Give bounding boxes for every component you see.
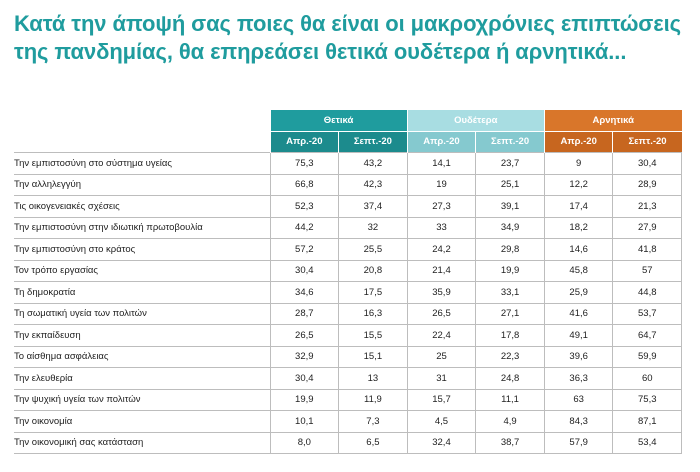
table-row	[14, 196, 682, 218]
subheader-negative-sep: Σεπτ.-20	[613, 131, 682, 153]
subheader-negative-apr: Απρ.-20	[544, 131, 613, 153]
value-cell: 21,4	[407, 260, 476, 282]
value-cell: 66,8	[270, 174, 339, 196]
value-cell: 12,2	[544, 174, 613, 196]
value-cell: 22,3	[476, 346, 545, 368]
value-cell: 42,3	[339, 174, 408, 196]
value-cell: 38,7	[476, 432, 545, 454]
value-cell: 37,4	[339, 196, 408, 218]
value-cell: 45,8	[544, 260, 613, 282]
row-label: Την εκπαίδευση	[14, 325, 270, 347]
row-label: Τις οικογενειακές σχέσεις	[14, 196, 270, 218]
row-label: Την εμπιστοσύνη στο σύστημα υγείας	[14, 153, 270, 175]
subheader-positive-apr: Απρ.-20	[270, 131, 339, 153]
value-cell: 19,9	[270, 389, 339, 411]
value-cell: 24,8	[476, 368, 545, 390]
row-label: Το αίσθημα ασφάλειας	[14, 346, 270, 368]
subheader-positive-sep: Σεπτ.-20	[339, 131, 408, 153]
survey-table	[14, 110, 682, 454]
table-row	[14, 368, 682, 390]
value-cell: 18,2	[544, 217, 613, 239]
value-cell: 57,2	[270, 239, 339, 261]
value-cell: 39,1	[476, 196, 545, 218]
value-cell: 44,2	[270, 217, 339, 239]
value-cell: 27,9	[613, 217, 682, 239]
value-cell: 27,1	[476, 303, 545, 325]
value-cell: 11,1	[476, 389, 545, 411]
value-cell: 53,4	[613, 432, 682, 454]
value-cell: 32	[339, 217, 408, 239]
row-label: Την ψυχική υγεία των πολιτών	[14, 389, 270, 411]
table-row	[14, 346, 682, 368]
value-cell: 75,3	[613, 389, 682, 411]
value-cell: 33	[407, 217, 476, 239]
value-cell: 32,9	[270, 346, 339, 368]
value-cell: 34,6	[270, 282, 339, 304]
value-cell: 41,6	[544, 303, 613, 325]
value-cell: 34,9	[476, 217, 545, 239]
value-cell: 7,3	[339, 411, 408, 433]
table-row	[14, 432, 682, 454]
row-label: Την ελευθερία	[14, 368, 270, 390]
value-cell: 19	[407, 174, 476, 196]
table-row	[14, 217, 682, 239]
value-cell: 31	[407, 368, 476, 390]
table-row	[14, 303, 682, 325]
value-cell: 9	[544, 153, 613, 175]
value-cell: 19,9	[476, 260, 545, 282]
value-cell: 14,1	[407, 153, 476, 175]
table-row	[14, 174, 682, 196]
header-positive: Θετικά	[270, 110, 407, 131]
value-cell: 33,1	[476, 282, 545, 304]
value-cell: 25	[407, 346, 476, 368]
value-cell: 17,5	[339, 282, 408, 304]
table-row	[14, 153, 682, 175]
value-cell: 20,8	[339, 260, 408, 282]
value-cell: 4,5	[407, 411, 476, 433]
value-cell: 30,4	[613, 153, 682, 175]
value-cell: 87,1	[613, 411, 682, 433]
row-label: Τη σωματική υγεία των πολιτών	[14, 303, 270, 325]
row-label: Τον τρόπο εργασίας	[14, 260, 270, 282]
subheader-neutral-sep: Σεπτ.-20	[476, 131, 545, 153]
value-cell: 60	[613, 368, 682, 390]
value-cell: 26,5	[407, 303, 476, 325]
value-cell: 49,1	[544, 325, 613, 347]
table-row	[14, 389, 682, 411]
value-cell: 43,2	[339, 153, 408, 175]
value-cell: 41,8	[613, 239, 682, 261]
row-label: Την οικονομία	[14, 411, 270, 433]
value-cell: 22,4	[407, 325, 476, 347]
value-cell: 21,3	[613, 196, 682, 218]
value-cell: 84,3	[544, 411, 613, 433]
value-cell: 30,4	[270, 260, 339, 282]
value-cell: 15,7	[407, 389, 476, 411]
value-cell: 28,9	[613, 174, 682, 196]
chart-title: Κατά την άποψή σας ποιες θα είναι οι μακροχρόνιες επιπτώσεις της πανδημίας, θα επηρεάσει θετικά ουδέτερα ή αρνητικά...	[14, 11, 681, 64]
value-cell: 14,6	[544, 239, 613, 261]
value-cell: 15,1	[339, 346, 408, 368]
value-cell: 29,8	[476, 239, 545, 261]
value-cell: 59,9	[613, 346, 682, 368]
value-cell: 35,9	[407, 282, 476, 304]
subheader-row	[14, 131, 682, 153]
table-row	[14, 411, 682, 433]
value-cell: 57,9	[544, 432, 613, 454]
value-cell: 75,3	[270, 153, 339, 175]
row-label: Την αλληλεγγύη	[14, 174, 270, 196]
value-cell: 44,8	[613, 282, 682, 304]
row-label: Την εμπιστοσύνη στο κράτος	[14, 239, 270, 261]
value-cell: 63	[544, 389, 613, 411]
value-cell: 36,3	[544, 368, 613, 390]
value-cell: 53,7	[613, 303, 682, 325]
value-cell: 28,7	[270, 303, 339, 325]
value-cell: 52,3	[270, 196, 339, 218]
table-row	[14, 260, 682, 282]
table-body	[14, 153, 682, 454]
row-label: Την εμπιστοσύνη στην ιδιωτική πρωτοβουλία	[14, 217, 270, 239]
group-header-row	[14, 110, 682, 131]
header-neutral: Ουδέτερα	[407, 110, 544, 131]
value-cell: 8,0	[270, 432, 339, 454]
value-cell: 39,6	[544, 346, 613, 368]
subheader-blank	[14, 131, 270, 153]
value-cell: 25,5	[339, 239, 408, 261]
value-cell: 17,4	[544, 196, 613, 218]
value-cell: 32,4	[407, 432, 476, 454]
value-cell: 17,8	[476, 325, 545, 347]
value-cell: 26,5	[270, 325, 339, 347]
value-cell: 30,4	[270, 368, 339, 390]
header-blank	[14, 110, 270, 131]
row-label: Την οικονομική σας κατάσταση	[14, 432, 270, 454]
value-cell: 13	[339, 368, 408, 390]
value-cell: 25,9	[544, 282, 613, 304]
value-cell: 4,9	[476, 411, 545, 433]
value-cell: 6,5	[339, 432, 408, 454]
value-cell: 27,3	[407, 196, 476, 218]
value-cell: 25,1	[476, 174, 545, 196]
value-cell: 57	[613, 260, 682, 282]
value-cell: 24,2	[407, 239, 476, 261]
header-negative: Αρνητικά	[544, 110, 681, 131]
row-label: Τη δημοκρατία	[14, 282, 270, 304]
value-cell: 11,9	[339, 389, 408, 411]
subheader-neutral-apr: Απρ.-20	[407, 131, 476, 153]
value-cell: 10,1	[270, 411, 339, 433]
table-row	[14, 239, 682, 261]
table-row	[14, 325, 682, 347]
table-row	[14, 282, 682, 304]
value-cell: 23,7	[476, 153, 545, 175]
value-cell: 16,3	[339, 303, 408, 325]
value-cell: 64,7	[613, 325, 682, 347]
value-cell: 15,5	[339, 325, 408, 347]
